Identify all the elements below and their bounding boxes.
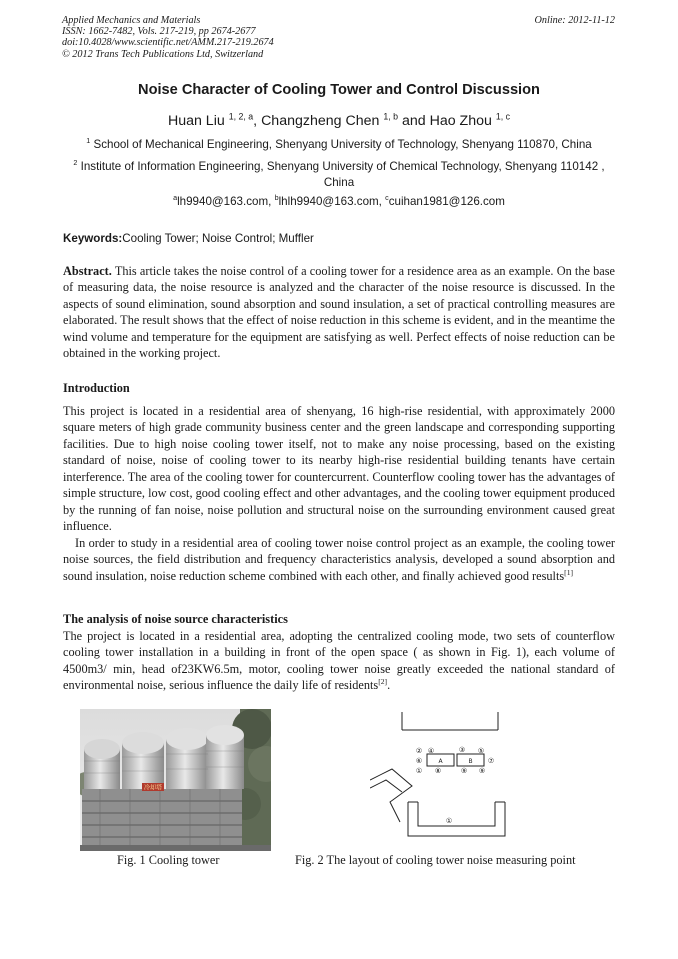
affiliation-text: Institute of Information Engineering, Shenyang University of Chemical Technology, Shenyang 110142 , China — [80, 160, 605, 189]
bottom-building-outline — [408, 802, 505, 836]
measuring-point: ⑤ — [477, 747, 485, 755]
tower-b-label: B — [468, 758, 473, 765]
figure-2-caption: Fig. 2 The layout of cooling tower noise measuring point — [295, 853, 576, 867]
measuring-point: ⑨ — [460, 767, 468, 775]
section-heading-introduction: Introduction — [63, 381, 130, 395]
abstract-text: This article takes the noise control of a cooling tower for a residence area as an example. On the base of measuring data, the noise resource is analyzed and the character of the noise resource is discussed. In the aspects of sound elimination, sound absorption and sound insulation, a set of practical controlling measures are elaborated. The result shows that the effect of noise reduction in this scheme is evident, and in the meantime the wind volume and temperature for the equipment are satisfying as well. Perfect effects of noise reduction can be obtained in the working project. — [63, 264, 615, 361]
email-link[interactable]: lhlh9940@163.com — [278, 195, 379, 208]
journal-name: Applied Mechanics and Materials — [62, 15, 201, 26]
introduction-paragraph-2 — [63, 535, 615, 584]
figure-1-caption: Fig. 1 Cooling tower — [117, 853, 220, 867]
author-name: Hao Zhou — [429, 113, 492, 129]
introduction-paragraph-1: This project is located in a residential area of shenyang, 16 high-rise residential, with approximately 2000 square meters of high grade community business center and the green landscape and corresponding supporting facilities. Due to high noise cooling tower itself, not to make any noise processing, based on the existing standard of noise, noise of cooling tower to its nearby high-rise residential building tenants have certain interference. The area of the cooling tower for countercurrent. Counterflow cooling tower has the advantages of simple structure, low cost, good cooling effect and other advantages, and the cooling tower equipment produced by the running of fan noise, noise pollution and structural noise on the surrounding environment caused great influence. — [63, 404, 615, 534]
abstract — [63, 263, 615, 362]
email-sup: c — [385, 193, 389, 203]
online-date: Online: 2012-11-12 — [534, 15, 615, 26]
journal-metadata — [62, 15, 274, 60]
affiliation-number: 2 — [73, 158, 78, 168]
email-list: $^a$lh9940@163.com, $^b$lhlh9940@163.com, $^c$cuihan1981@126.com — [173, 193, 505, 208]
paragraph-text: In order to study in a residential area of cooling tower noise control project as an example, the cooling tower noise sources, the field distribution and frequency characteristics analysis, developed a sound absorption and sound insulation, noise reduction scheme combined with each other, and finally achieved good results — [63, 536, 615, 583]
measuring-points — [416, 746, 494, 825]
figure-2-layout-diagram — [370, 712, 526, 844]
issn-line: ISSN: 1662-7482, Vols. 217-219, pp 2674-2677 — [62, 26, 256, 38]
section-heading-analysis: The analysis of noise source characteristics — [63, 612, 288, 626]
figure-1-cooling-tower-photo — [80, 709, 271, 851]
affiliation-1 — [62, 137, 616, 153]
paragraph-end: . — [387, 678, 391, 693]
author-affiliation-sup: 1, 2, a — [228, 111, 254, 122]
measuring-point: ① — [415, 767, 423, 775]
author-separator: and — [398, 113, 430, 129]
author-name: Changzheng Chen — [261, 113, 380, 129]
email-link[interactable]: lh9940@163.com — [177, 195, 269, 208]
paragraph-text: The project is located in a residential area, adopting the centralized cooling mode, two sets of counterflow cooling tower installation in a building in front of the open space ( as shown in Fig. 1), each volume of 4500m3/ min, head of23KW6.5m, motor, cooling tower noise greatly exceeded the national standard of environmental noise, serious influence the daily life of residents — [63, 629, 615, 693]
email-sup: a — [173, 193, 178, 203]
measuring-point: ① — [445, 817, 453, 825]
tower-a-label: A — [438, 758, 443, 765]
doi-line[interactable]: doi:10.4028/www.scientific.net/AMM.217-219.2674 — [62, 37, 274, 49]
measuring-point: ④ — [427, 747, 435, 755]
affiliation-text: School of Mechanical Engineering, Shenyang University of Technology, Shenyang 110870, China — [93, 138, 592, 151]
measuring-point: ⑥ — [415, 757, 423, 765]
keywords-text: Cooling Tower; Noise Control; Muffler — [122, 232, 314, 245]
email-link[interactable]: cuihan1981@126.com — [388, 195, 505, 208]
paper-title: Noise Character of Cooling Tower and Control Discussion — [138, 82, 540, 98]
measuring-point: ② — [415, 747, 423, 755]
author-name: Huan Liu — [167, 113, 225, 129]
affiliation-2 — [62, 159, 616, 190]
affiliation-number: 1 — [86, 136, 91, 146]
left-building-outline — [370, 769, 412, 822]
email-sup: b — [274, 193, 279, 203]
author-affiliation-sup: 1, b — [383, 111, 399, 122]
author-separator: , — [253, 113, 262, 129]
measuring-point-layout — [370, 712, 526, 844]
citation-ref[interactable]: [1] — [564, 567, 574, 577]
keywords — [63, 232, 314, 245]
cooling-tower-illustration — [80, 709, 271, 851]
measuring-point: ③ — [458, 746, 466, 754]
author-list — [0, 113, 678, 129]
copyright-line: © 2012 Trans Tech Publications Ltd, Switzerland — [62, 48, 264, 60]
red-sign-text: 冷却塔 — [143, 784, 163, 792]
citation-ref[interactable]: [2] — [378, 677, 388, 687]
measuring-point: ⑨ — [478, 767, 486, 775]
measuring-point: ⑧ — [434, 767, 442, 775]
abstract-label: Abstract. — [63, 264, 112, 278]
analysis-paragraph-1 — [63, 628, 615, 694]
measuring-point: ⑦ — [487, 757, 495, 765]
author-affiliation-sup: 1, c — [495, 111, 511, 122]
keywords-label: Keywords: — [63, 232, 123, 245]
